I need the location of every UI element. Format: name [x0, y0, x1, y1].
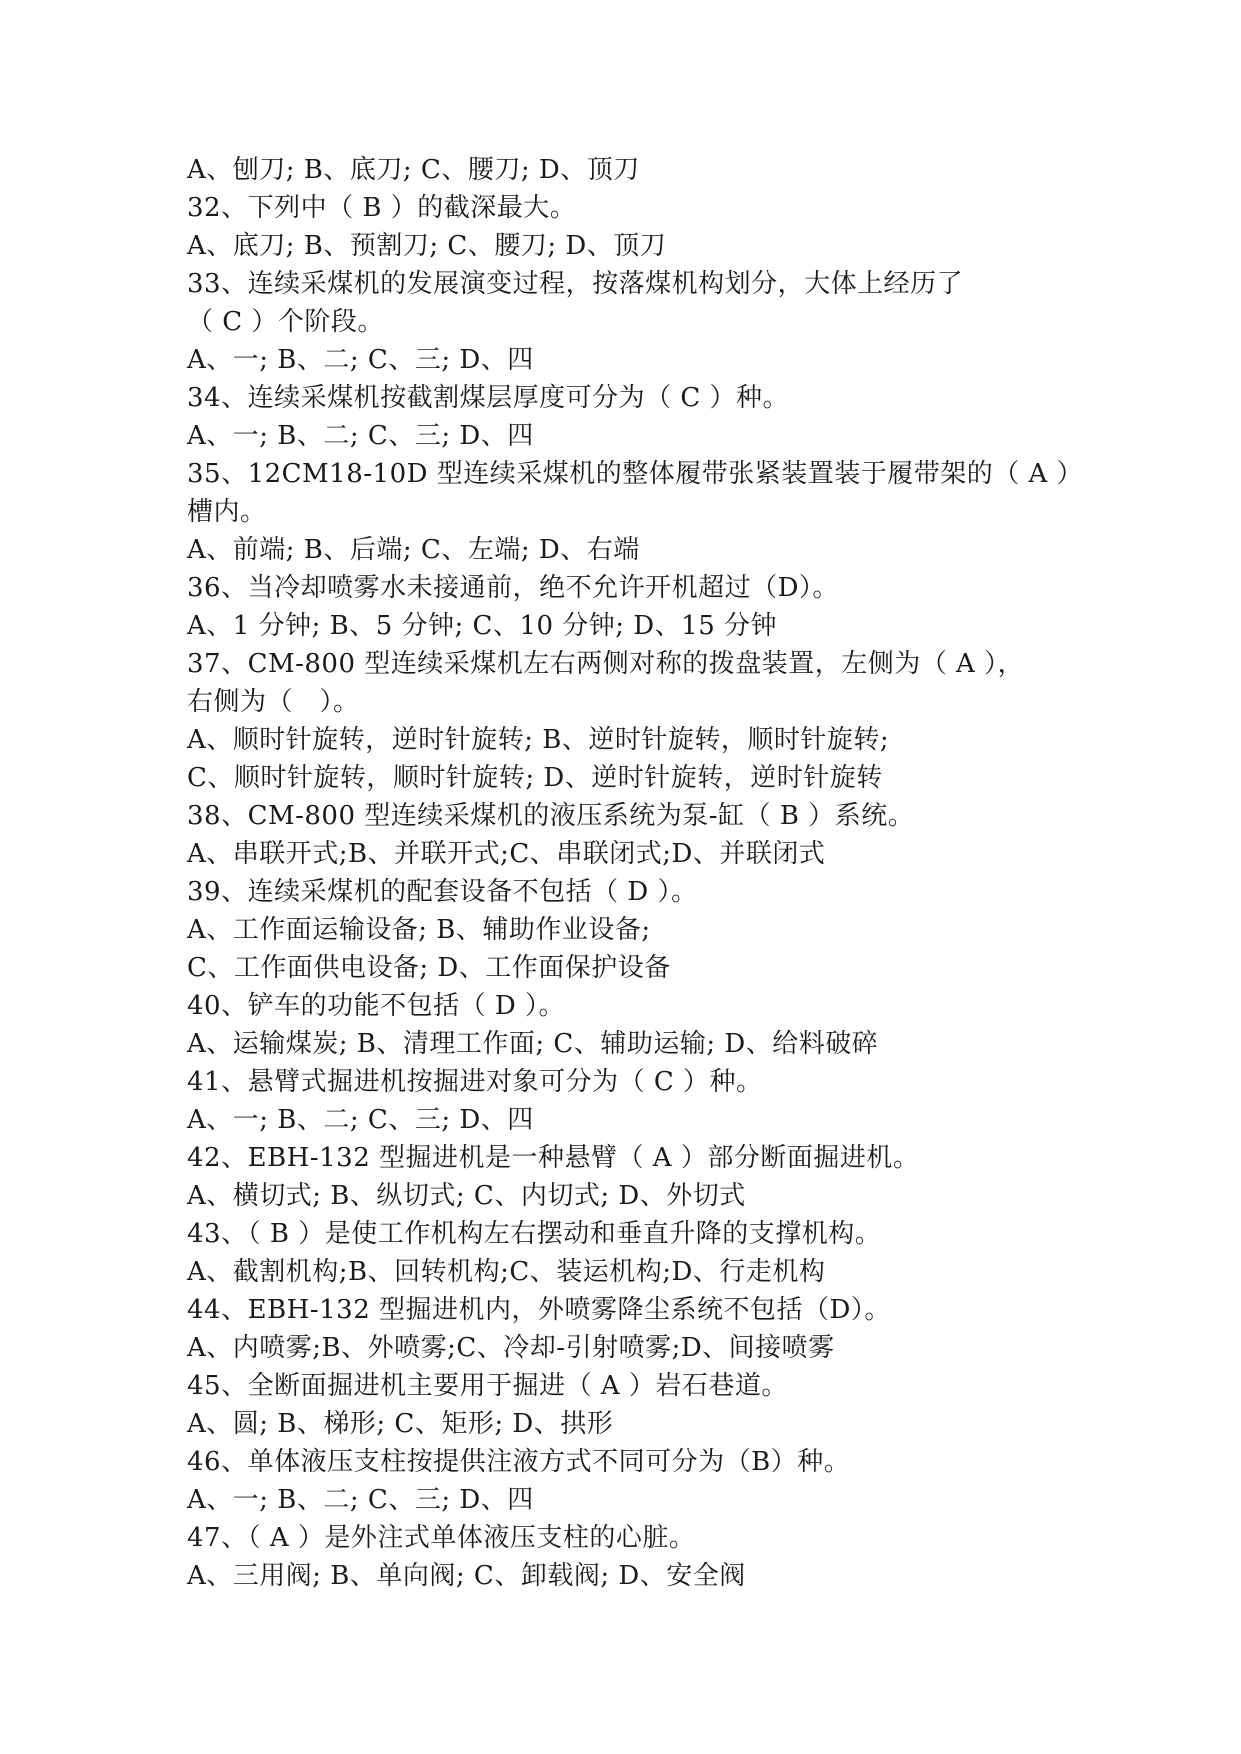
text-line: 41、悬臂式掘进机按掘进对象可分为（ C ）种。 [187, 1067, 763, 1097]
text-line: 36、当冷却喷雾水未接通前，绝不允许开机超过（D）。 [187, 573, 839, 603]
text-line: 42、EBH-132 型掘进机是一种悬臂（ A ）部分断面掘进机。 [187, 1143, 920, 1173]
text-line: A、截割机构;B、回转机构;C、装运机构;D、行走机构 [187, 1257, 826, 1287]
text-line: 38、CM-800 型连续采煤机的液压系统为泵-缸（ B ）系统。 [187, 801, 915, 831]
text-line: A、一; B、二; C、三; D、四 [187, 345, 534, 375]
text-line: C、顺时针旋转，顺时针旋转; D、逆时针旋转，逆时针旋转 [187, 763, 883, 793]
text-line: 37、CM-800 型连续采煤机左右两侧对称的拨盘装置，左侧为（ A ）， [187, 649, 1025, 679]
text-line: A、底刀; B、预割刀; C、腰刀; D、顶刀 [187, 231, 667, 261]
text-line: 槽内。 [187, 497, 267, 527]
text-line: A、一; B、二; C、三; D、四 [187, 1485, 534, 1515]
text-line: 34、连续采煤机按截割煤层厚度可分为（ C ）种。 [187, 383, 790, 413]
text-line: 40、铲车的功能不包括（ D ）。 [187, 991, 565, 1021]
text-line: A、三用阀; B、单向阀; C、卸载阀; D、安全阀 [187, 1561, 746, 1591]
text-line: 39、连续采煤机的配套设备不包括（ D ）。 [187, 877, 698, 907]
text-line: A、刨刀; B、底刀; C、腰刀; D、顶刀 [187, 155, 640, 185]
text-line: A、一; B、二; C、三; D、四 [187, 1105, 534, 1135]
text-line: A、工作面运输设备; B、辅助作业设备; [187, 915, 651, 945]
text-line: 47、（ A ）是外注式单体液压支柱的心脏。 [187, 1523, 696, 1553]
text-line: A、内喷雾;B、外喷雾;C、冷却-引射喷雾;D、间接喷雾 [187, 1333, 835, 1363]
text-line: 43、（ B ）是使工作机构左右摆动和垂直升降的支撑机构。 [187, 1219, 882, 1249]
text-line: 32、下列中（ B ）的截深最大。 [187, 193, 577, 223]
text-line: A、圆; B、梯形; C、矩形; D、拱形 [187, 1409, 614, 1439]
text-line: 46、单体液压支柱按提供注液方式不同可分为（B）种。 [187, 1447, 851, 1477]
text-line: A、串联开式;B、并联开式;C、串联闭式;D、并联闭式 [187, 839, 826, 869]
text-line: 35、12CM18-10D 型连续采煤机的整体履带张紧装置装于履带架的（ A ） [187, 459, 1084, 489]
text-line: 44、EBH-132 型掘进机内，外喷雾降尘系统不包括（D）。 [187, 1295, 891, 1325]
text-line: 右侧为（ ）。 [187, 687, 360, 717]
text-line: A、1 分钟; B、5 分钟; C、10 分钟; D、15 分钟 [187, 611, 778, 641]
text-line: A、横切式; B、纵切式; C、内切式; D、外切式 [187, 1181, 746, 1211]
text-line: 33、连续采煤机的发展演变过程，按落煤机构划分，大体上经历了 [187, 269, 964, 299]
text-line: A、顺时针旋转，逆时针旋转; B、逆时针旋转，顺时针旋转; [187, 725, 890, 755]
text-line: C、工作面供电设备; D、工作面保护设备 [187, 953, 671, 983]
text-line: A、一; B、二; C、三; D、四 [187, 421, 534, 451]
document-body [187, 151, 1087, 1595]
text-line: 45、全断面掘进机主要用于掘进（ A ）岩石巷道。 [187, 1371, 788, 1401]
text-line: A、运输煤炭; B、清理工作面; C、辅助运输; D、给料破碎 [187, 1029, 879, 1059]
text-line: （ C ）个阶段。 [187, 307, 384, 337]
text-line: A、前端; B、后端; C、左端; D、右端 [187, 535, 640, 565]
